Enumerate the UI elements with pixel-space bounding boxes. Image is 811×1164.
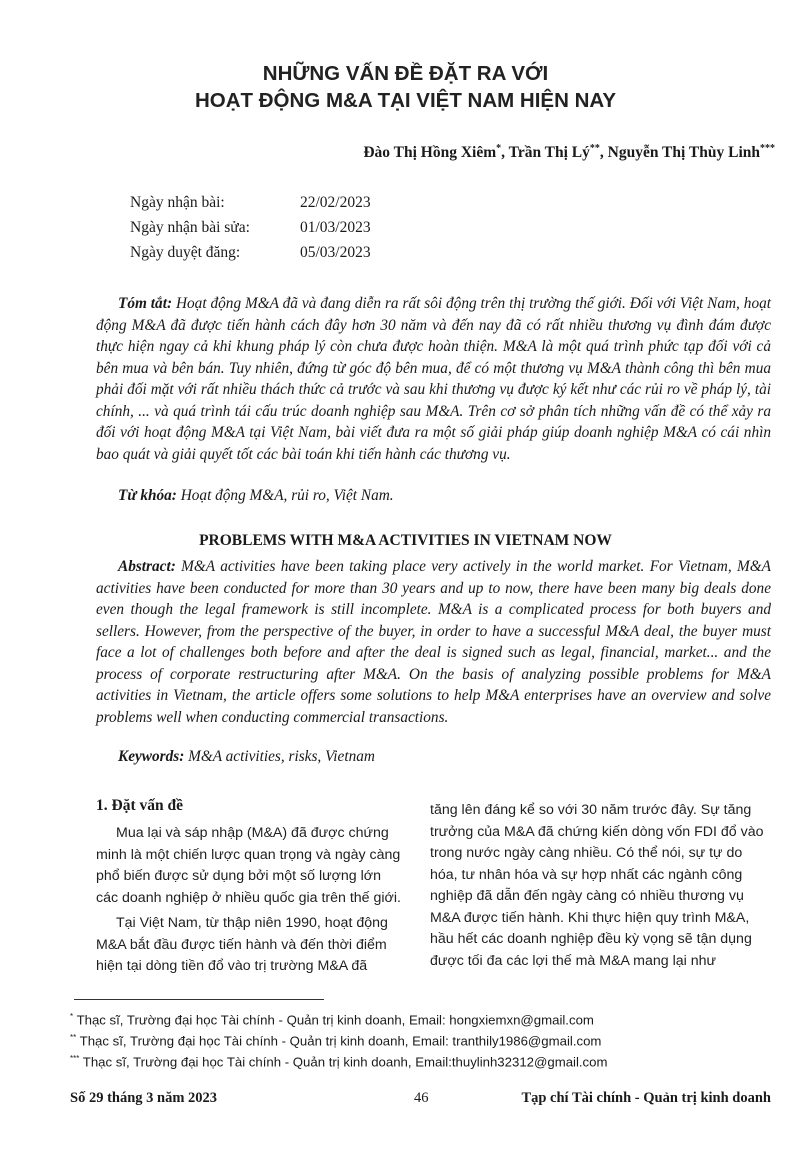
footnote-mark: **: [70, 1033, 77, 1042]
title-line-1: NHỮNG VẤN ĐỀ ĐẶT RA VỚI: [262, 62, 549, 85]
intro-paragraph-2: Tại Việt Nam, từ thập niên 1990, hoạt động M&A bắt đầu được tiến hành và đến thời điểm hiện tại dòng tiền đổ vào trị trường M&A đã: [96, 915, 388, 974]
journal-name: Tạp chí Tài chính - Quản trị kinh doanh: [521, 1090, 771, 1106]
english-abstract: [96, 556, 771, 728]
author-mark: *: [496, 143, 502, 154]
intro-paragraph-3: tăng lên đáng kể so với 30 năm trước đây. Sự tăng trưởng của M&A đã chứng kiến dòng vốn FDI đổ vào trong nước ngày càng nhiều. Có thể nói, sự tự do hóa, tư nhân hóa và sự hợp nhất các ngành công nghiệp đã dẫn đến ngày càng có nhiều thương vụ M&A được tiến hành. Khi thực hiện quy trình M&A, hầu hết các doanh nghiệp đều kỳ vọng sẽ tận dụng được tối đa các lợi thế mà M&A mang lại như: [430, 802, 764, 969]
vietnamese-keywords: [96, 485, 771, 507]
english-title: PROBLEMS WITH M&A ACTIVITIES IN VIETNAM NOW: [199, 532, 612, 549]
author-name: Nguyễn Thị Thùy Linh: [607, 144, 760, 162]
abstract-label: Abstract:: [118, 558, 176, 575]
keywords-text: Hoạt động M&A, rủi ro, Việt Nam.: [180, 487, 394, 504]
summary-label: Tóm tắt:: [118, 295, 173, 312]
footnote-mark: ***: [70, 1054, 80, 1063]
page-number: 46: [414, 1090, 429, 1106]
footnote-text: Thạc sĩ, Trường đại học Tài chính - Quản trị kinh doanh, Email: hongxiemxn@gmail.com: [76, 1012, 594, 1028]
date-row: [130, 240, 371, 265]
vietnamese-summary: [96, 293, 771, 465]
date-list: [130, 190, 371, 265]
author-mark: ***: [760, 143, 775, 154]
section-heading: 1. Đặt vấn đề: [96, 797, 183, 814]
en-keywords-label: Keywords:: [118, 748, 185, 765]
footnote-divider: [74, 999, 324, 1000]
date-value: 01/03/2023: [300, 219, 371, 236]
author-mark: **: [589, 143, 600, 154]
footnote-mark: *: [70, 1012, 74, 1021]
date-value: 22/02/2023: [300, 194, 371, 211]
date-label: Ngày duyệt đăng:: [130, 244, 241, 261]
author-name: Đào Thị Hồng Xiêm: [363, 144, 497, 162]
abstract-text: M&A activities have been taking place very actively in the world market. For Vietnam, M&A activities have been conducted for more than 30 years and up to now, there have been many big deals done even though the legal framework is still incomplete. M&A is a complicated process for both buyers and sellers. However, from the perspective of the buyer, in order to have a successful M&A deal, the buyer must face a lot of challenges both before and after the deal is signed such as legal, financial, market... and the process of corporate restructuring after M&A. On the basis of analyzing possible problems for M&A activities in Vietnam, the article offers some solutions to help M&A enterprises have an overview and solve problems well when conducting commercial transactions.: [96, 558, 771, 726]
date-value: 05/03/2023: [300, 244, 371, 261]
footnote: [70, 1033, 601, 1048]
issue-label: Số 29 tháng 3 năm 2023: [70, 1090, 218, 1106]
right-column: [430, 800, 770, 972]
date-label: Ngày nhận bài sửa:: [130, 219, 250, 236]
en-keywords-text: M&A activities, risks, Vietnam: [188, 748, 375, 765]
footnote: [70, 1012, 594, 1027]
footnote: [70, 1054, 607, 1069]
summary-text: Hoạt động M&A đã và đang diễn ra rất sôi động trên thị trường thế giới. Đối với Việt Nam, hoạt động M&A đã được tiến hành cách đây hơn 30 năm và đến nay đã có rất nhiều thương vụ đình đám được thực hiện ngay cả khi khung pháp lý còn chưa được hoàn thiện. M&A là một quá trình phức tạp đối với cả bên mua và bên bán. Tuy nhiên, đứng từ góc độ bên mua, để có một thương vụ M&A thành công thì bên mua phải đối mặt với rất nhiều thách thức cả trước và sau khi thương vụ được ký kết như các rủi ro về pháp lý, tài chính, ... và quá trình tái cấu trúc doanh nghiệp sau M&A. Trên cơ sở phân tích những vấn đề có thể xảy ra đối với hoạt động M&A tại Việt Nam, bài viết đưa ra một số giải pháp giúp doanh nghiệp M&A có cái nhìn bao quát và giải quyết tốt các bài toán khi tiến hành các thương vụ.: [96, 295, 771, 463]
date-row: [130, 190, 371, 215]
article-title: [0, 60, 811, 114]
author-name: Trần Thị Lý: [508, 144, 590, 162]
date-label: Ngày nhận bài:: [130, 194, 225, 211]
footnote-text: Thạc sĩ, Trường đại học Tài chính - Quản trị kinh doanh, Email:thuylinh32312@gmail.com: [82, 1054, 608, 1070]
english-keywords: [96, 746, 771, 768]
author-list: Đào Thị Hồng Xiêm*, Trần Thị Lý**, Nguyễn Thị Thùy Linh***: [363, 143, 775, 162]
left-column: [96, 823, 402, 978]
footnote-text: Thạc sĩ, Trường đại học Tài chính - Quản trị kinh doanh, Email: tranthily1986@gmail.com: [79, 1033, 602, 1049]
intro-paragraph-1: Mua lại và sáp nhập (M&A) đã được chứng minh là một chiến lược quan trọng và ngày càng phổ biến được sử dụng bởi một số lượng lớn các doanh nghiệp ở nhiều quốc gia trên thế giới.: [96, 825, 401, 906]
keywords-label: Từ khóa:: [118, 487, 177, 504]
title-line-2: HOẠT ĐỘNG M&A TẠI VIỆT NAM HIỆN NAY: [194, 89, 617, 112]
date-row: [130, 215, 371, 240]
